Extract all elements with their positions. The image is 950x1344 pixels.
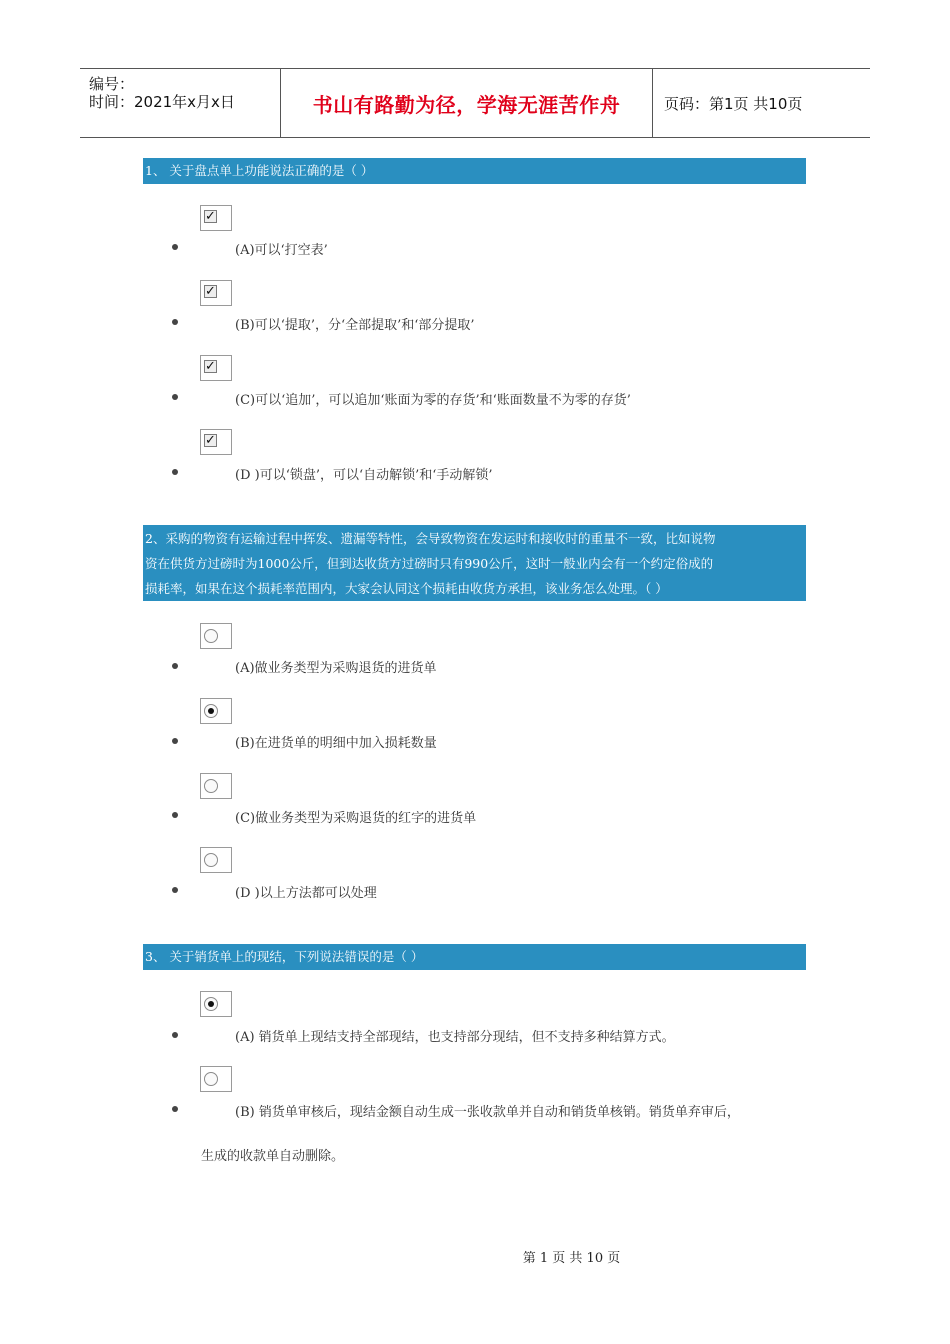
- radio-empty-icon: [204, 629, 218, 643]
- bullet-icon: [172, 663, 178, 669]
- bullet-icon: [172, 812, 178, 818]
- radio-empty-icon: [204, 1072, 218, 1086]
- q2-option-c-radio[interactable]: [200, 773, 232, 799]
- q1-option-c-checkbox[interactable]: [200, 355, 232, 381]
- page-header: [80, 68, 870, 138]
- bullet-icon: [172, 244, 178, 250]
- bullet-icon: [172, 469, 178, 475]
- question-2-title-line: 资在供货方过磅时为1000公斤，但到达收货方过磅时只有990公斤，这时一般业内会有一个约定俗成的: [145, 556, 714, 571]
- q2-option-a-radio[interactable]: [200, 623, 232, 649]
- q1-option-a-label: (A)可以‘打空表’: [235, 243, 328, 258]
- q1-option-c-label: (C)可以‘追加’，可以追加‘账面为零的存货’和‘账面数量不为零的存货’: [235, 393, 631, 408]
- bullet-icon: [172, 1106, 178, 1112]
- q3-option-a-radio[interactable]: [200, 991, 232, 1017]
- page-footer: [0, 1247, 950, 1266]
- question-2-title-line: 损耗率，如果在这个损耗率范围内，大家会认同这个损耗由收货方承担，该业务怎么处理。（ ）: [145, 581, 668, 596]
- question-1-title: 1、 关于盘点单上功能说法正确的是（ ）: [143, 158, 806, 184]
- q2-option-a-label: (A)做业务类型为采购退货的进货单: [235, 661, 437, 676]
- question-2-title: [143, 525, 806, 601]
- question-3-title: 3、 关于销货单上的现结，下列说法错误的是（ ）: [143, 944, 806, 970]
- q3-option-a-label: (A) 销货单上现结支持全部现结，也支持部分现结，但不支持多种结算方式。: [235, 1030, 675, 1045]
- radio-selected-icon: [204, 704, 218, 718]
- bullet-icon: [172, 1032, 178, 1038]
- q2-option-d-radio[interactable]: [200, 847, 232, 873]
- q1-option-a-checkbox[interactable]: [200, 205, 232, 231]
- header-left-cell: [80, 69, 281, 137]
- bullet-icon: [172, 887, 178, 893]
- header-page-cell: [653, 69, 870, 137]
- q3-option-b-continuation: 生成的收款单自动删除。: [201, 1149, 345, 1164]
- q2-option-d-label: (D )以上方法都可以处理: [235, 886, 377, 901]
- checkmark-icon: ✓: [205, 209, 216, 224]
- radio-empty-icon: [204, 853, 218, 867]
- checkmark-icon: ✓: [205, 284, 216, 299]
- q2-option-b-label: (B)在进货单的明细中加入损耗数量: [235, 736, 437, 751]
- q3-option-b-radio[interactable]: [200, 1066, 232, 1092]
- footer-page-number: 第 1 页 共 10 页: [522, 1251, 621, 1266]
- document-time-label: 时间：2021年x月x日: [89, 93, 235, 111]
- q1-option-b-label: (B)可以‘提取’，分‘全部提取’和‘部分提取’: [235, 318, 475, 333]
- checkmark-icon: ✓: [205, 433, 216, 448]
- q2-option-c-label: (C)做业务类型为采购退货的红字的进货单: [235, 811, 477, 826]
- bullet-icon: [172, 738, 178, 744]
- header-motto: 书山有路勤为径，学海无涯苦作舟: [312, 92, 621, 117]
- question-2-title-line: 2、采购的物资有运输过程中挥发、遗漏等特性，会导致物资在发运时和接收时的重量不一致，比如说物: [145, 531, 716, 546]
- q1-option-d-label: (D )可以‘锁盘’，可以‘自动解锁’和‘手动解锁’: [235, 468, 493, 483]
- q3-option-b-label: (B) 销货单审核后，现结金额自动生成一张收款单并自动和销货单核销。销货单弃审后，: [235, 1105, 740, 1120]
- document-number-label: 编号：: [89, 75, 135, 93]
- q2-option-b-radio[interactable]: [200, 698, 232, 724]
- radio-empty-icon: [204, 779, 218, 793]
- bullet-icon: [172, 394, 178, 400]
- header-page-info: 页码：第1页 共10页: [664, 94, 803, 113]
- q1-option-d-checkbox[interactable]: [200, 429, 232, 455]
- bullet-icon: [172, 319, 178, 325]
- checkmark-icon: ✓: [205, 359, 216, 374]
- header-motto-cell: [281, 69, 653, 137]
- q1-option-b-checkbox[interactable]: [200, 280, 232, 306]
- radio-selected-icon: [204, 997, 218, 1011]
